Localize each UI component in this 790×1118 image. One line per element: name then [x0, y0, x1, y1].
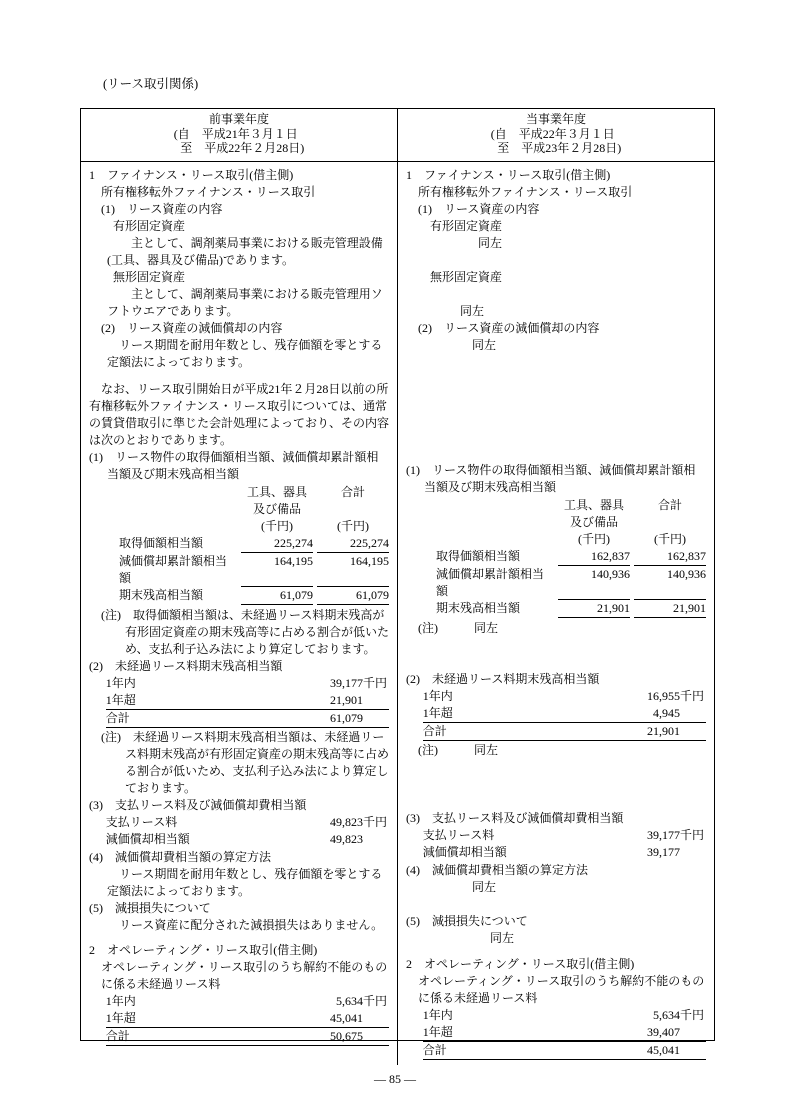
text-line: (1) リース資産の内容 — [418, 201, 540, 216]
text-line: 同左 — [490, 931, 515, 946]
unit-suffix: 千円 — [680, 1007, 705, 1022]
text-line: (3) 支払リース料及び減価償却費相当額 — [89, 797, 307, 812]
spacer — [406, 286, 706, 303]
cost-table-header-row — [406, 497, 706, 531]
text-line: (2) リース資産の減価償却の内容 — [418, 320, 600, 335]
unit-label: (千円) — [261, 518, 293, 533]
amount: 4,945 — [653, 706, 680, 721]
amount: 39,177 — [330, 675, 363, 690]
cost-table — [406, 497, 706, 618]
row-label: 1年内 — [422, 689, 453, 704]
text-line: 無形固定資産 — [113, 269, 186, 284]
row-label: 支払リース料 — [105, 814, 178, 829]
unit-label: (千円) — [578, 532, 610, 547]
spacer — [406, 252, 706, 269]
ditto-text: 同左 — [474, 621, 499, 636]
row-label: 減価償却累計額相当額 — [119, 553, 228, 585]
cost-table-row — [89, 587, 389, 605]
text-line: 有形固定資産 — [113, 218, 186, 233]
note-row — [406, 620, 706, 637]
text-line: 同左 — [478, 235, 503, 250]
text-line: (1) リース資産の内容 — [101, 201, 223, 216]
unit-suffix — [363, 1010, 389, 1027]
current-year-column — [397, 162, 714, 1065]
amount-cell: 61,079 — [241, 587, 313, 605]
text-line: (2) リース資産の減価償却の内容 — [101, 320, 283, 335]
spacer — [406, 896, 706, 913]
amount: 49,823 — [330, 814, 363, 829]
fiscal-year-dates — [174, 127, 305, 156]
text-line: (1) リース物件の取得価額相当額、減価償却累計額相当額及び期末残高相当額 — [406, 463, 696, 495]
fiscal-year-label: 前事業年度 — [208, 112, 269, 126]
text-line: 2 オペレーティング・リース取引(借主側) — [89, 943, 318, 958]
row-label: 1年超 — [105, 692, 136, 707]
row-label: 合計 — [105, 1029, 130, 1044]
row-label: 1年内 — [422, 1007, 453, 1022]
amount: 49,823 — [330, 831, 363, 846]
unit-suffix — [363, 692, 389, 709]
amount-row — [423, 844, 706, 861]
row-label: 期末残高相当額 — [119, 587, 204, 602]
unit-suffix — [680, 1042, 706, 1059]
amount-cell: 164,195 — [241, 553, 313, 587]
unit-suffix — [680, 723, 706, 740]
cost-table — [89, 484, 389, 605]
unit-suffix — [363, 831, 389, 848]
text-line: 主として、調剤薬局事業における販売管理用ソフトウエアであります。 — [107, 286, 383, 318]
amount-list — [423, 827, 706, 861]
text-line: オペレーティング・リース取引のうち解約不能のものに係る未経過リース料 — [418, 973, 705, 1005]
amount-cell: 225,274 — [317, 535, 389, 553]
note-label: (注) — [418, 621, 438, 636]
cost-table-row — [406, 600, 706, 618]
total-row — [106, 1027, 389, 1046]
header-line: 及び備品 — [252, 501, 301, 516]
amount: 5,634 — [336, 994, 363, 1009]
header-line: 合計 — [340, 484, 365, 499]
cost-table-unit-row — [406, 531, 706, 548]
row-label: 1年超 — [422, 1024, 453, 1039]
date-from: (自 平成21年３月１日 — [173, 126, 298, 141]
table-header-row — [81, 109, 714, 162]
note-label: (注) — [418, 743, 438, 758]
lease-disclosure-table — [80, 108, 715, 1057]
text-line: リース期間を耐用年数とし、残存価額を零とする定額法によっております。 — [107, 866, 383, 898]
amount: 61,079 — [330, 710, 363, 725]
text-line: (1) リース物件の取得価額相当額、減価償却累計額相当額及び期末残高相当額 — [89, 449, 379, 481]
cost-table-row — [406, 548, 706, 566]
unit-label: (千円) — [654, 532, 686, 547]
amount-list — [423, 1007, 706, 1060]
text-line: (4) 減価償却費相当額の算定方法 — [89, 849, 271, 864]
amount: 50,675 — [330, 1029, 363, 1044]
cost-table-row — [89, 535, 389, 553]
total-row — [106, 709, 389, 728]
row-label: 合計 — [422, 1042, 447, 1057]
text-line: (3) 支払リース料及び減価償却費相当額 — [406, 811, 624, 826]
text-line: (注) 未経過リース料期末残高相当額は、未経過リース料期末残高が有形固定資産の期末残高等に占める割合が低いため、支払利子込み法により算定しております。 — [101, 729, 390, 795]
ditto-text: 同左 — [474, 743, 499, 758]
text-line: オペレーティング・リース取引のうち解約不能のものに係る未経過リース料 — [101, 960, 388, 992]
text-line: 同左 — [460, 303, 485, 318]
text-line: (2) 未経過リース料期末残高相当額 — [89, 658, 283, 673]
amount-row — [423, 705, 706, 722]
text-line: (5) 減損損失について — [89, 900, 211, 915]
fiscal-year-label: 当事業年度 — [525, 112, 586, 126]
text-line: 同左 — [472, 337, 497, 352]
spacer — [89, 934, 389, 943]
cost-table-row — [89, 553, 389, 587]
text-line: 無形固定資産 — [430, 269, 503, 284]
column-header — [317, 484, 389, 501]
unit-suffix — [363, 710, 389, 727]
row-label: 減価償却相当額 — [422, 845, 507, 860]
amount-list — [106, 675, 389, 728]
table-body — [81, 162, 714, 1065]
amount: 45,041 — [330, 1011, 363, 1026]
cost-table-header-row — [89, 484, 389, 518]
amount-cell: 162,837 — [558, 548, 630, 566]
fiscal-year-dates — [491, 127, 622, 156]
spacer — [89, 371, 389, 381]
unit-suffix: 千円 — [680, 828, 705, 843]
spacer — [406, 947, 706, 956]
total-row — [423, 1041, 706, 1060]
row-label: 1年超 — [422, 706, 453, 721]
amount: 39,177 — [647, 845, 680, 860]
header-line: 工具、器具 — [563, 498, 624, 513]
row-label: 期末残高相当額 — [436, 601, 521, 616]
text-line: リース資産に配分された減損損失はありません。 — [119, 917, 384, 932]
row-label: 1年超 — [105, 1011, 136, 1026]
amount: 21,901 — [330, 692, 363, 707]
spacer — [406, 637, 706, 671]
note-row — [406, 742, 706, 759]
amount-list — [423, 688, 706, 741]
unit-suffix: 千円 — [363, 994, 388, 1009]
page-number: — 85 — — [374, 1072, 416, 1086]
unit-suffix: 千円 — [363, 814, 388, 829]
amount: 5,634 — [653, 1007, 680, 1022]
amount-cell: 61,079 — [317, 587, 389, 605]
amount: 39,177 — [647, 828, 680, 843]
prev-year-column — [81, 162, 397, 1065]
header-line: 工具、器具 — [246, 484, 307, 499]
amount-row — [106, 814, 389, 831]
text-line: 同左 — [472, 880, 497, 895]
text-line: (注) 取得価額相当額は、未経過リース料期末残高が有形固定資産の期末残高等に占める割合が低いため、支払利子込み法により算定しております。 — [101, 607, 390, 656]
column-header — [558, 497, 630, 531]
text-line: リース期間を耐用年数とし、残存価額を零とする定額法によっております。 — [107, 337, 383, 369]
header-line: 及び備品 — [569, 515, 618, 530]
text-line: 2 オペレーティング・リース取引(借主側) — [406, 956, 635, 971]
text-line: 主として、調剤薬局事業における販売管理設備(工具、器具及び備品)であります。 — [107, 235, 383, 267]
amount-cell: 225,274 — [241, 535, 313, 553]
text-line: (4) 減価償却費相当額の算定方法 — [406, 863, 588, 878]
row-label: 合計 — [105, 710, 130, 725]
column-header — [634, 497, 706, 514]
row-label: 1年内 — [105, 994, 136, 1009]
row-label: 減価償却相当額 — [105, 831, 190, 846]
cost-table-unit-row — [89, 518, 389, 535]
amount-row — [106, 1010, 389, 1027]
total-row — [423, 722, 706, 741]
row-label: 減価償却累計額相当額 — [436, 567, 545, 599]
text-line: 有形固定資産 — [430, 218, 503, 233]
amount-cell: 162,837 — [634, 548, 706, 566]
unit-suffix: 千円 — [680, 689, 705, 704]
text-line: 1 ファイナンス・リース取引(借主側) — [89, 167, 294, 182]
amount-list — [106, 993, 389, 1046]
date-to: 至 平成23年２月28日) — [497, 141, 622, 155]
amount-row — [423, 1024, 706, 1041]
unit-spacer-cell — [89, 518, 237, 535]
amount-cell: 21,901 — [634, 600, 706, 618]
amount-cell: 164,195 — [317, 553, 389, 587]
unit-suffix — [680, 1024, 706, 1041]
page-title: (リース取引関係) — [103, 77, 199, 91]
amount-row — [106, 675, 389, 692]
row-label: 合計 — [422, 724, 447, 739]
amount-row — [106, 831, 389, 848]
cost-table-row — [406, 566, 706, 600]
date-from: (自 平成22年３月１日 — [490, 126, 615, 141]
amount: 45,041 — [647, 1042, 680, 1057]
text-line: (5) 減損損失について — [406, 914, 528, 929]
text-line: 所有権移転外ファイナンス・リース取引 — [101, 184, 316, 199]
amount: 39,407 — [647, 1024, 680, 1039]
row-label: 1年内 — [105, 675, 136, 690]
row-label: 取得価額相当額 — [436, 549, 521, 564]
text-line: (2) 未経過リース料期末残高相当額 — [406, 672, 600, 687]
unit-suffix — [680, 705, 706, 722]
unit-suffix — [363, 1028, 389, 1045]
amount-row — [106, 993, 389, 1010]
unit-suffix: 千円 — [363, 675, 388, 690]
amount-cell: 140,936 — [558, 566, 630, 600]
row-label: 取得価額相当額 — [119, 535, 204, 550]
amount: 21,901 — [647, 724, 680, 739]
column-header — [241, 484, 313, 518]
amount-cell: 140,936 — [634, 566, 706, 600]
row-label: 支払リース料 — [422, 828, 495, 843]
text-line: なお、リース取引開始日が平成21年２月28日以前の所有権移転外ファイナンス・リース取引については、通常の賃貸借取引に準じた会計処理によっており、その内容は次のとおりであります。 — [89, 381, 390, 447]
unit-spacer-cell — [406, 531, 554, 548]
amount-row — [106, 692, 389, 709]
text-line: 1 ファイナンス・リース取引(借主側) — [406, 167, 611, 182]
header-line: 合計 — [657, 498, 682, 513]
amount-cell: 21,901 — [558, 600, 630, 618]
prev-year-header — [81, 109, 397, 161]
spacer — [406, 354, 706, 463]
amount: 16,955 — [647, 689, 680, 704]
current-year-header — [397, 109, 714, 161]
amount-row — [423, 827, 706, 844]
date-to: 至 平成22年２月28日) — [180, 141, 305, 155]
unit-label: (千円) — [337, 518, 369, 533]
unit-suffix — [680, 844, 706, 861]
amount-row — [423, 1007, 706, 1024]
amount-list — [106, 814, 389, 848]
text-line: 所有権移転外ファイナンス・リース取引 — [418, 184, 633, 199]
spacer — [406, 759, 706, 810]
amount-row — [423, 688, 706, 705]
